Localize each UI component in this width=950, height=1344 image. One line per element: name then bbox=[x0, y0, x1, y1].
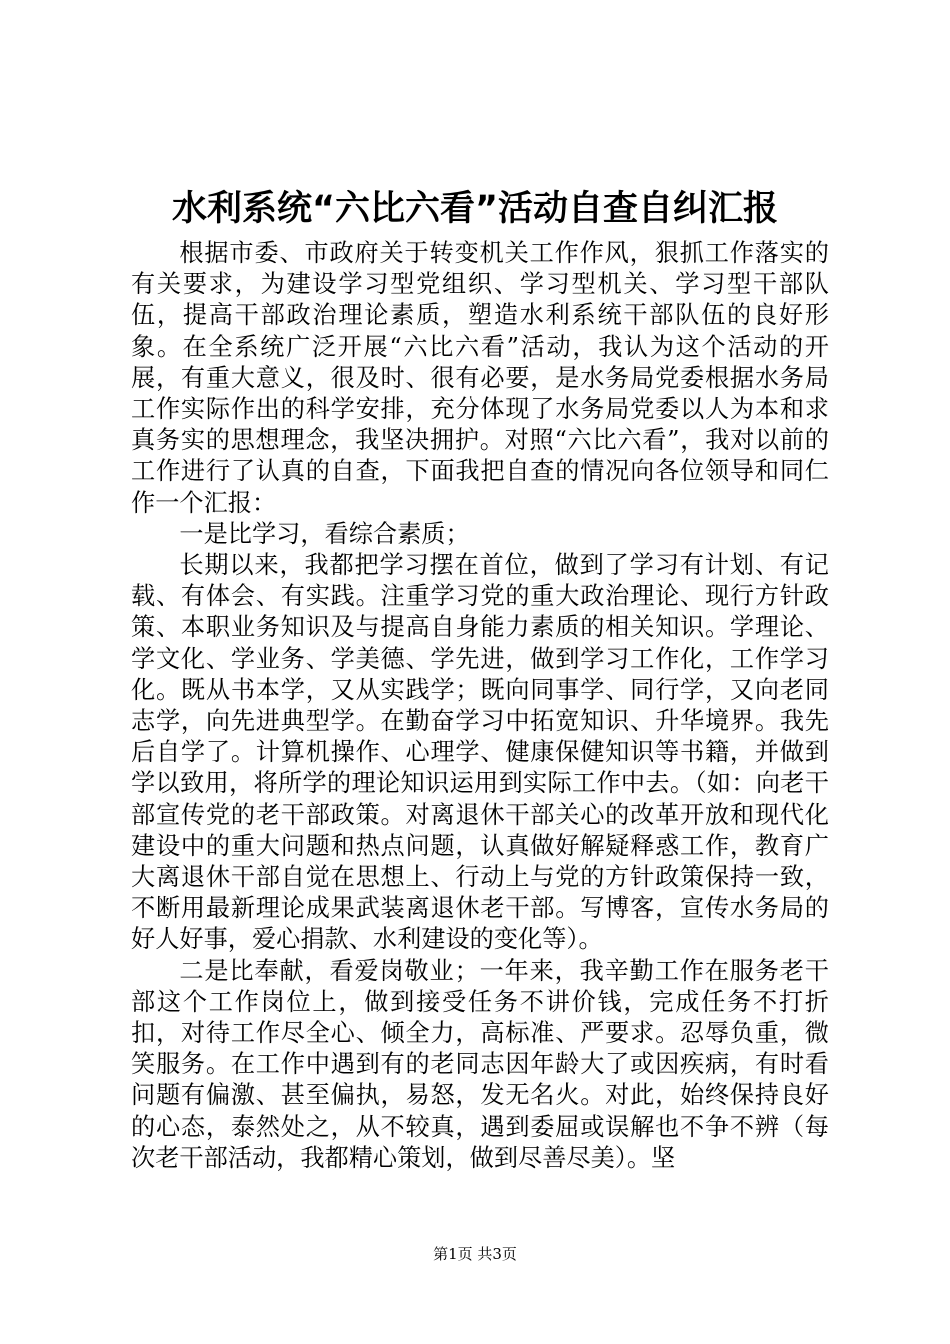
paragraph-intro: 根据市委、市政府关于转变机关工作作风，狠抓工作落实的有关要求，为建设学习型党组织、学习型机关、学习型干部队伍，提高干部政治理论素质，塑造水利系统干部队伍的良好形象。在全系统广泛开展“六比六看”活动，我认为这个活动的开展，有重大意义，很及时、很有必要，是水务局党委根据水务局工作实际作出的科学安排，充分体现了水务局党委以人为本和求真务实的思想理念，我坚决拥护。对照“六比六看”，我对以前的工作进行了认真的自查，下面我把自查的情况向各位领导和同仁作一个汇报： bbox=[131, 239, 829, 517]
page-title: 水利系统“六比六看”活动自查自纠汇报 bbox=[171, 189, 778, 229]
paragraph-study: 长期以来，我都把学习摆在首位，做到了学习有计划、有记载、有体会、有实践。注重学习党的重大政治理论、现行方针政策、本职业务知识及与提高自身能力素质的相关知识。学理论、学文化、学业务、学美德、学先进，做到学习工作化，工作学习化。既从书本学，又从实践学；既向同事学、同行学，又向老同志学，向先进典型学。在勤奋学习中拓宽知识、升华境界。我先后自学了。计算机操作、心理学、健康保健知识等书籍，并做到学以致用，将所学的理论知识运用到实际工作中去。（如：向老干部宣传党的老干部政策。对离退休干部关心的改革开放和现代化建设中的重大问题和热点问题，认真做好解疑释惑工作，教育广大离退休干部自觉在思想上、行动上与党的方针政策保持一致，不断用最新理论成果武装离退休老干部。写博客，宣传水务局的好人好事，爱心捐款、水利建设的变化等）。 bbox=[131, 551, 829, 954]
paragraph-dedication: 二是比奉献，看爱岗敬业；一年来，我辛勤工作在服务老干部这个工作岗位上，做到接受任务不讲价钱，完成任务不打折扣，对待工作尽全心、倾全力，高标准、严要求。忍辱负重，微笑服务。在工作中遇到有的老同志因年龄大了或因疾病，有时看问题有偏激、甚至偏执，易怒，发无名火。对此，始终保持良好的心态，泰然处之，从不较真，遇到委屈或误解也不争不辨（每次老干部活动，我都精心策划，做到尽善尽美）。坚 bbox=[131, 956, 829, 1172]
page-number-footer: 第1页 共3页 bbox=[433, 1245, 517, 1263]
document-body bbox=[131, 238, 829, 1174]
paragraph-heading-study: 一是比学习，看综合素质； bbox=[179, 519, 470, 548]
